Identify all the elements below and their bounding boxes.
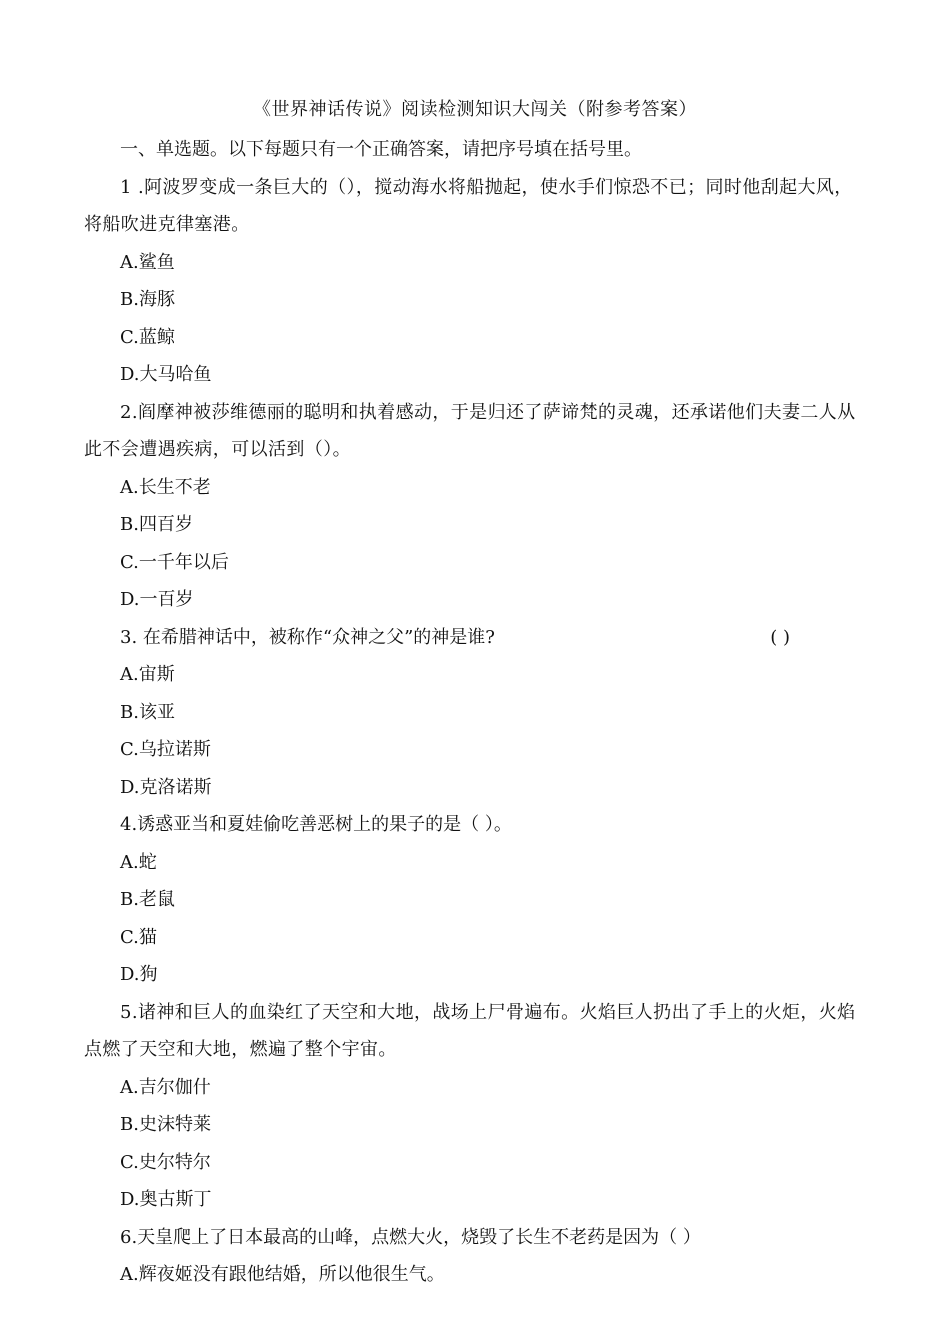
question-2-option-d: D.一百岁 bbox=[120, 589, 194, 610]
question-4-option-a: A.蛇 bbox=[120, 851, 157, 873]
question-6-text: 6.天皇爬上了日本最高的山峰，点燃大火，烧毁了长生不老药是因为（ ） bbox=[120, 1226, 701, 1248]
question-3-option-b: B.该亚 bbox=[120, 701, 175, 723]
question-3-text: 3. 在希腊神话中，被称作“众神之父”的神是谁? bbox=[120, 626, 495, 648]
question-1-option-a: A.鲨鱼 bbox=[120, 251, 175, 273]
question-1-text: 1 .阿波罗变成一条巨大的（），搅动海水将船抛起，使水手们惊恐不已；同时他刮起大风，将船吹进克律塞港。 bbox=[84, 176, 853, 235]
question-3-option-a: A.宙斯 bbox=[120, 664, 175, 685]
section-heading: 一、单选题。以下每题只有一个正确答案，请把序号填在括号里。 bbox=[120, 139, 642, 160]
question-1-option-d: D.大马哈鱼 bbox=[120, 364, 212, 385]
question-3-option-c: C.乌拉诺斯 bbox=[120, 739, 211, 760]
question-3-answer-bracket: ( ) bbox=[770, 626, 790, 648]
question-4-option-d: D.狗 bbox=[120, 964, 158, 985]
question-3-option-d: D.克洛诺斯 bbox=[120, 776, 212, 798]
question-5-option-c: C.史尔特尔 bbox=[120, 1151, 211, 1173]
question-1-option-b: B.海豚 bbox=[120, 289, 175, 310]
question-3-row bbox=[84, 619, 870, 657]
question-5-option-b: B.史沫特莱 bbox=[120, 1114, 211, 1135]
question-2-option-a: A.长生不老 bbox=[120, 476, 211, 498]
question-5-text: 5.诸神和巨人的血染红了天空和大地，战场上尸骨遍布。火焰巨人扔出了手上的火炬，火焰点燃了天空和大地，燃遍了整个宇宙。 bbox=[84, 1001, 856, 1060]
question-4-option-b: B.老鼠 bbox=[120, 889, 175, 910]
question-2-option-c: C.一千年以后 bbox=[120, 551, 229, 573]
question-2-option-b: B.四百岁 bbox=[120, 514, 193, 535]
question-2-text: 2.阎摩神被莎维德丽的聪明和执着感动，于是归还了萨谛梵的灵魂，还承诺他们夫妻二人从此不会遭遇疾病，可以活到（）。 bbox=[84, 401, 856, 460]
document-body bbox=[84, 131, 870, 1294]
question-4-option-c: C.猫 bbox=[120, 926, 157, 948]
question-5-option-d: D.奥古斯丁 bbox=[120, 1189, 212, 1210]
question-1-option-c: C.蓝鲸 bbox=[120, 326, 175, 348]
document-title: 《世界神话传说》阅读检测知识大闯关（附参考答案） bbox=[253, 99, 697, 120]
question-6-option-a: A.辉夜姬没有跟他结婚，所以他很生气。 bbox=[120, 1264, 445, 1285]
question-5-option-a: A.吉尔伽什 bbox=[120, 1076, 211, 1098]
question-4-text: 4.诱惑亚当和夏娃偷吃善恶树上的果子的是（ ）。 bbox=[120, 814, 512, 835]
